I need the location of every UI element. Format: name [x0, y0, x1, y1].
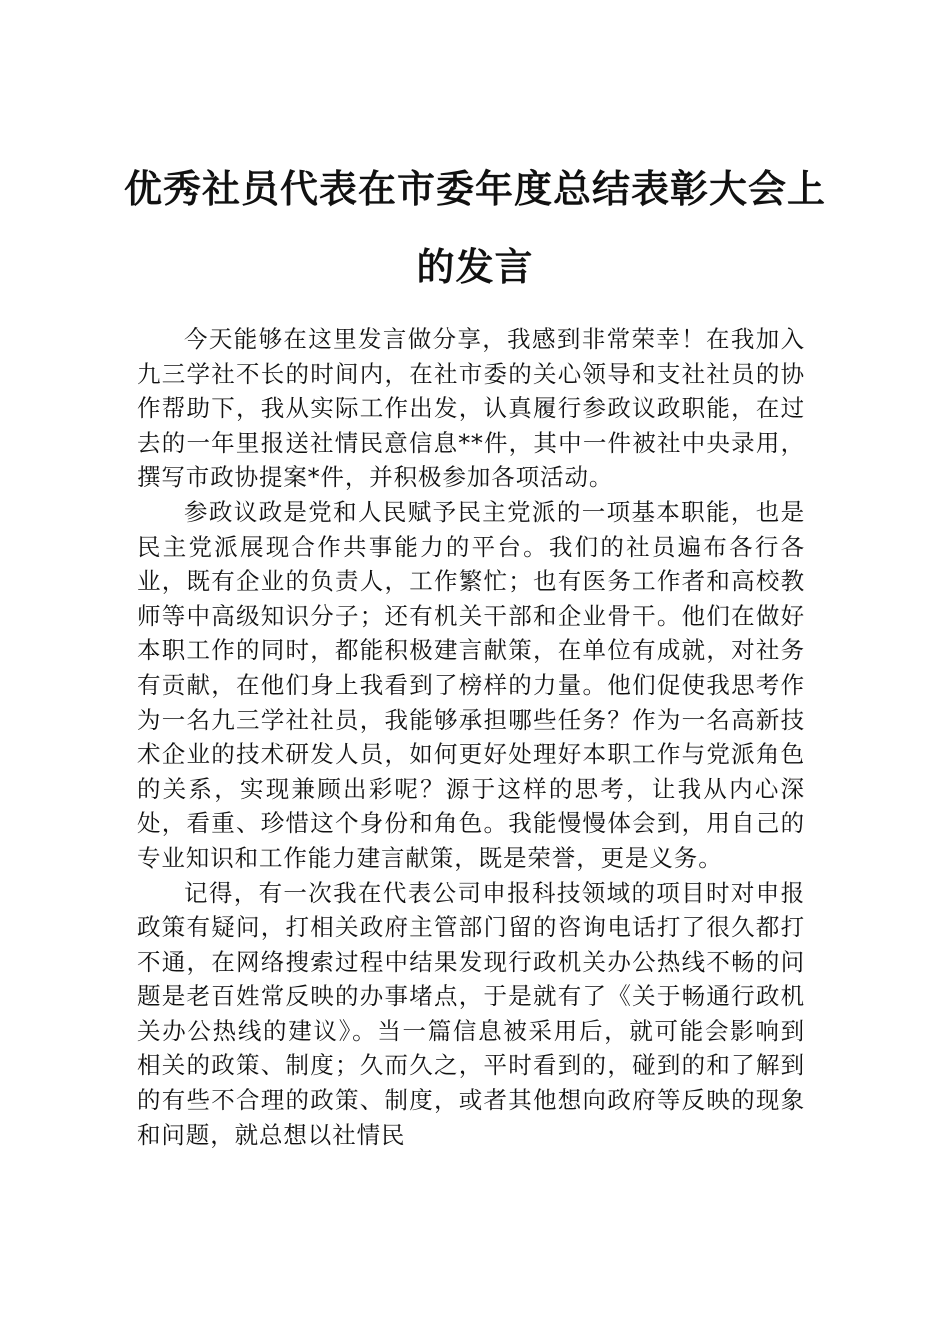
- title-line-2: 的发言: [416, 244, 534, 289]
- paragraph-3: 记得，有一次我在代表公司申报科技领域的项目时对申报政策有疑问，打相关政府主管部门留的咨询电话打了很久都打不通，在网络搜索过程中结果发现行政机关办公热线不畅的问题是老百姓常反映的办事堵点，于是就有了《关于畅通行政机关办公热线的建议》。当一篇信息被采用后，就可能会影响到相关的政策、制度；久而久之，平时看到的，碰到的和了解到的有些不合理的政策、制度，或者其他想向政府等反映的现象和问题，就总想以社情民: [137, 878, 805, 1149]
- document-body: [137, 322, 805, 1152]
- title-line-1: 优秀社员代表在市委年度总结表彰大会上: [123, 166, 826, 211]
- paragraph-1: 今天能够在这里发言做分享，我感到非常荣幸！在我加入九三学社不长的时间内，在社市委的关心领导和支社社员的协作帮助下，我从实际工作出发，认真履行参政议政职能，在过去的一年里报送社情民意信息**件，其中一件被社中央录用，撰写市政协提案*件，并积极参加各项活动。: [137, 325, 805, 492]
- document-title: [120, 150, 830, 306]
- paragraph-2: 参政议政是党和人民赋予民主党派的一项基本职能，也是民主党派展现合作共事能力的平台。我们的社员遍布各行各业，既有企业的负责人，工作繁忙；也有医务工作者和高校教师等中高级知识分子；还有机关干部和企业骨干。他们在做好本职工作的同时，都能积极建言献策，在单位有成就，对社务有贡献，在他们身上我看到了榜样的力量。他们促使我思考作为一名九三学社社员，我能够承担哪些任务？作为一名高新技术企业的技术研发人员，如何更好处理好本职工作与党派角色的关系，实现兼顾出彩呢？源于这样的思考，让我从内心深处，看重、珍惜这个身份和角色。我能慢慢体会到，用自己的专业知识和工作能力建言献策，既是荣誉，更是义务。: [137, 497, 805, 872]
